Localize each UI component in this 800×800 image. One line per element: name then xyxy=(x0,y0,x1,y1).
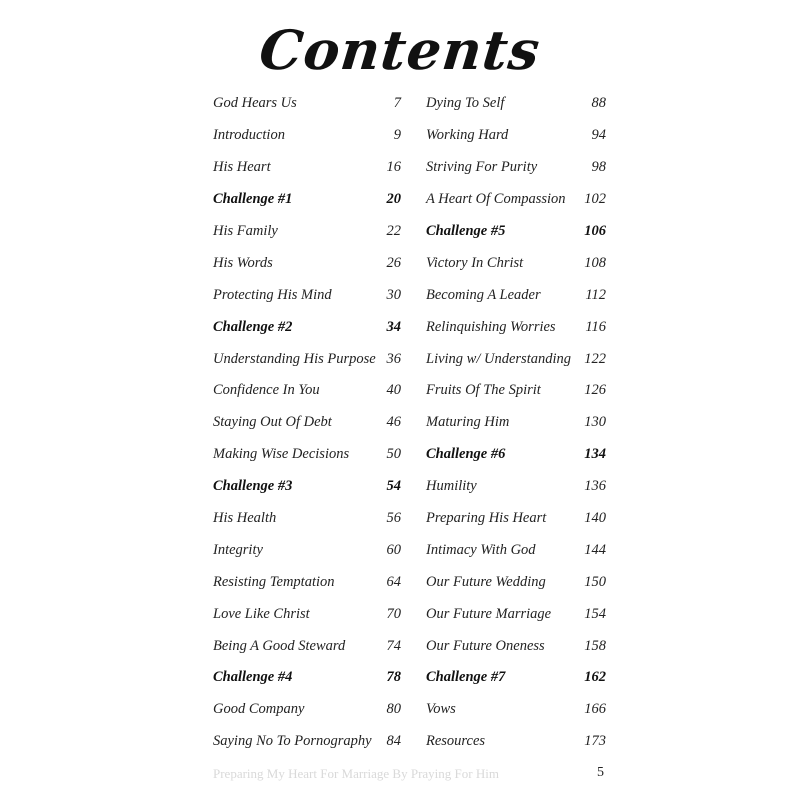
toc-entry[interactable] xyxy=(213,630,401,662)
toc-entry-page: 162 xyxy=(584,669,606,686)
toc-entry-page: 22 xyxy=(386,223,401,239)
toc-entry[interactable] xyxy=(426,407,606,439)
toc-entry-page: 154 xyxy=(584,605,606,622)
toc-entry-label: Challenge #5 xyxy=(426,223,506,239)
toc-entry-label: Love Like Christ xyxy=(213,605,310,622)
toc-entry-page: 64 xyxy=(386,573,401,590)
toc-entry[interactable] xyxy=(426,152,606,184)
toc-entry-label: Saying No To Pornography xyxy=(213,733,372,750)
toc-entry-page: 106 xyxy=(584,223,606,239)
toc-entry-label: God Hears Us xyxy=(213,95,297,112)
toc-entry-page: 122 xyxy=(584,350,606,367)
toc-entry[interactable] xyxy=(213,439,401,471)
toc-entry-page: 134 xyxy=(584,446,606,463)
toc-entry-label: Working Hard xyxy=(426,127,509,144)
toc-entry-label: Victory In Christ xyxy=(426,254,524,271)
footer-page-number: 5 xyxy=(597,765,604,780)
toc-entry-label: Challenge #3 xyxy=(213,478,293,495)
toc-entry[interactable] xyxy=(213,534,401,566)
toc-entry[interactable] xyxy=(426,88,606,120)
toc-entry[interactable] xyxy=(213,311,401,343)
toc-entry-label: Making Wise Decisions xyxy=(213,446,350,463)
toc-entry-label: Staying Out Of Debt xyxy=(213,414,332,431)
toc-entry-page: 173 xyxy=(584,733,606,750)
toc-entry-page: 30 xyxy=(386,286,401,303)
toc-entry[interactable] xyxy=(426,343,606,375)
toc-entry-page: 36 xyxy=(386,350,401,367)
toc-entry-label: Resisting Temptation xyxy=(213,573,335,590)
toc-entry-page: 150 xyxy=(584,573,606,590)
toc-entry[interactable] xyxy=(213,662,401,694)
toc-entry-page: 94 xyxy=(591,127,606,144)
footer-book-title: Preparing My Heart For Marriage By Praying For Him xyxy=(213,766,499,781)
toc-entry-page: 7 xyxy=(393,95,401,112)
toc-entry[interactable] xyxy=(426,311,606,343)
toc-entry-label: Challenge #4 xyxy=(213,669,293,686)
toc-left-column xyxy=(213,88,401,758)
toc-entry-label: Understanding His Purpose xyxy=(213,350,376,367)
toc-entry-label: Maturing Him xyxy=(426,414,510,431)
toc-entry-label: Our Future Marriage xyxy=(426,605,552,622)
toc-entry-label: Relinquishing Worries xyxy=(426,318,556,335)
toc-entry-label: Challenge #2 xyxy=(213,318,293,335)
toc-entry-label: Living w/ Understanding xyxy=(426,350,572,367)
toc-entry-label: Introduction xyxy=(213,127,285,144)
toc-entry-label: Being A Good Steward xyxy=(213,637,346,654)
toc-entry-label: Dying To Self xyxy=(426,95,505,112)
toc-entry[interactable] xyxy=(426,279,606,311)
toc-entry-label: Resources xyxy=(426,733,486,750)
toc-entry[interactable] xyxy=(426,503,606,535)
toc-entry-label: Our Future Oneness xyxy=(426,637,545,654)
page-title: Contents xyxy=(256,18,544,82)
toc-entry-label: Good Company xyxy=(213,701,305,718)
toc-entry[interactable] xyxy=(213,598,401,630)
toc-entry-page: 126 xyxy=(584,382,606,399)
toc-entry-label: Humility xyxy=(426,478,477,495)
toc-entry[interactable] xyxy=(213,152,401,184)
toc-entry-page: 158 xyxy=(584,637,606,654)
toc-entry-label: Protecting His Mind xyxy=(213,286,332,303)
toc-entry-page: 84 xyxy=(386,733,401,750)
toc-entry-label: His Words xyxy=(213,254,273,271)
toc-entry-label: Confidence In You xyxy=(213,382,320,399)
toc-entry-page: 140 xyxy=(584,510,606,527)
toc-entry[interactable] xyxy=(213,503,401,535)
toc-entry[interactable] xyxy=(426,534,606,566)
toc-entry[interactable] xyxy=(213,566,401,598)
toc-entry[interactable] xyxy=(426,216,606,248)
toc-entry-label: Fruits Of The Spirit xyxy=(426,382,541,399)
toc-entry-label: Intimacy With God xyxy=(426,541,536,558)
toc-entry[interactable] xyxy=(213,88,401,120)
toc-entry[interactable] xyxy=(426,662,606,694)
toc-entry-label: His Heart xyxy=(213,159,271,176)
toc-entry-page: 108 xyxy=(584,254,606,271)
toc-entry-page: 9 xyxy=(393,127,401,144)
toc-entry-page: 88 xyxy=(591,95,606,112)
toc-entry[interactable] xyxy=(213,120,401,152)
toc-entry-label: Our Future Wedding xyxy=(426,573,546,590)
toc-entry-page: 16 xyxy=(386,159,401,176)
toc-entry-label: Becoming A Leader xyxy=(426,286,541,303)
toc-entry-page: 136 xyxy=(584,478,606,495)
toc-entry[interactable] xyxy=(426,566,606,598)
toc-entry-page: 102 xyxy=(584,191,606,208)
toc-right-column xyxy=(426,88,606,758)
toc-entry-label: Vows xyxy=(426,701,456,718)
toc-entry[interactable] xyxy=(426,247,606,279)
toc-entry-label: A Heart Of Compassion xyxy=(426,191,566,208)
toc-entry[interactable] xyxy=(213,184,401,216)
toc-entry[interactable] xyxy=(426,120,606,152)
toc-entry-page: 60 xyxy=(386,541,401,558)
toc-entry[interactable] xyxy=(213,694,401,726)
toc-entry[interactable] xyxy=(426,471,606,503)
toc-entry-page: 112 xyxy=(585,286,606,303)
toc-entry[interactable] xyxy=(213,471,401,503)
toc-entry[interactable] xyxy=(213,375,401,407)
toc-entry[interactable] xyxy=(426,694,606,726)
toc-entry[interactable] xyxy=(213,343,401,375)
toc-entry[interactable] xyxy=(213,726,401,758)
toc-entry-page: 130 xyxy=(584,414,606,431)
toc-entry[interactable] xyxy=(213,279,401,311)
toc-entry-label: His Family xyxy=(213,223,278,239)
toc-entry-label: Preparing His Heart xyxy=(426,510,547,527)
toc-entry-label: Challenge #7 xyxy=(426,669,506,686)
toc-entry-page: 80 xyxy=(386,701,401,718)
toc-entry-page: 56 xyxy=(386,510,401,527)
toc-entry[interactable] xyxy=(426,184,606,216)
toc-entry[interactable] xyxy=(213,407,401,439)
toc-entry[interactable] xyxy=(426,439,606,471)
toc-entry-page: 26 xyxy=(386,254,401,271)
toc-entry-page: 50 xyxy=(386,446,401,463)
toc-entry-page: 78 xyxy=(386,669,401,686)
toc-entry-page: 46 xyxy=(386,414,401,431)
toc-entry[interactable] xyxy=(426,726,606,758)
toc-entry-page: 144 xyxy=(584,541,606,558)
toc-entry-label: Integrity xyxy=(213,541,263,558)
toc-entry[interactable] xyxy=(426,630,606,662)
toc-entry[interactable] xyxy=(213,247,401,279)
toc-entry-page: 166 xyxy=(584,701,606,718)
toc-entry-page: 70 xyxy=(386,605,401,622)
toc-entry[interactable] xyxy=(426,598,606,630)
toc-entry-page: 116 xyxy=(585,318,606,335)
toc-entry-label: His Health xyxy=(213,510,277,527)
toc-entry-page: 20 xyxy=(386,191,401,208)
toc-entry-page: 34 xyxy=(386,318,401,335)
toc-entry-page: 40 xyxy=(386,382,401,399)
toc-entry-page: 74 xyxy=(386,637,401,654)
toc-entry-label: Challenge #6 xyxy=(426,446,506,463)
toc-entry-label: Striving For Purity xyxy=(426,159,538,176)
toc-entry-page: 54 xyxy=(386,478,401,495)
toc-entry-label: Challenge #1 xyxy=(213,191,293,208)
toc-entry[interactable] xyxy=(213,216,401,248)
toc-entry-page: 98 xyxy=(591,159,606,176)
toc-entry[interactable] xyxy=(426,375,606,407)
